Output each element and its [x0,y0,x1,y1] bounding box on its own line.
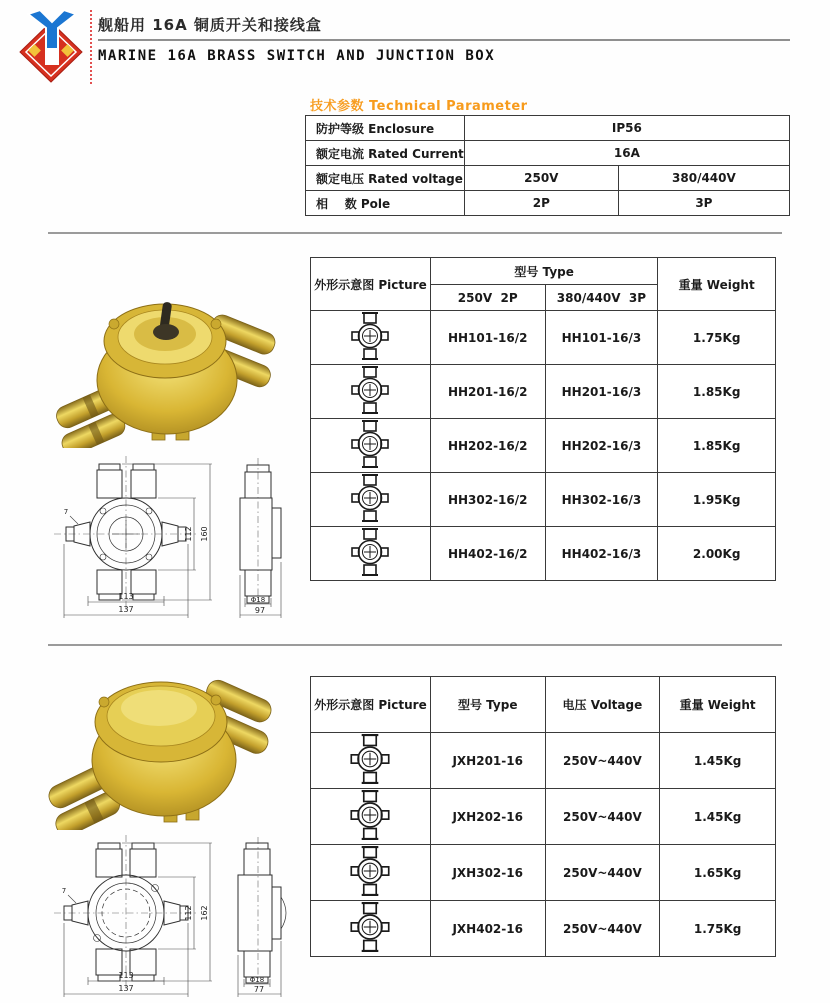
junction-box-diagram-icon [349,901,391,953]
model: JXH202-16 [430,789,545,845]
junction-box-diagram-icon [350,311,390,361]
product-photo-switch-box [52,268,280,448]
dim-label-depth: 77 [253,985,265,994]
col-header-weight: 重量 Weight [658,258,776,311]
dim-label-height-inner: 112 [184,526,193,542]
dim-label-width-inner: 113 [118,971,134,980]
model-3p: HH201-16/3 [545,365,658,419]
weight: 1.85Kg [658,419,776,473]
table-row [311,527,776,581]
model-3p: HH101-16/3 [545,311,658,365]
title-underline [98,39,790,41]
col-header-type: 型号 Type [430,258,657,285]
picture-cell [311,527,431,581]
col-header-type-3p: 380/440V 3P [545,285,658,311]
page-title-cn: 舰船用 16A 铜质开关和接线盒 [98,16,322,34]
col-header-weight: 重量 Weight [660,677,776,733]
weight: 1.45Kg [660,789,776,845]
param-value: IP56 [464,116,789,141]
voltage: 250V~440V [545,845,660,901]
section-divider [48,232,782,234]
junction-box-diagram-icon [349,845,391,897]
picture-cell [311,901,431,957]
dim-label-width-inner: 113 [118,592,134,601]
model-2p: HH201-16/2 [430,365,545,419]
weight: 1.95Kg [658,473,776,527]
picture-cell [311,419,431,473]
voltage: 250V~440V [545,789,660,845]
table-row [311,845,776,901]
weight: 1.75Kg [660,901,776,957]
param-label: 防护等级 Enclosure [306,116,465,141]
page-title-en: MARINE 16A BRASS SWITCH AND JUNCTION BOX [98,48,496,64]
param-label: 额定电流 Rated Current [306,141,465,166]
col-header-type-2p: 250V 2P [430,285,545,311]
jxh-models-table [310,676,776,957]
model-2p: HH402-16/2 [430,527,545,581]
product-photo-junction-box [46,650,278,830]
dim-label-depth: 97 [254,606,266,615]
junction-box-diagram-icon [349,733,391,785]
dim-label-height-outer: 162 [200,905,209,921]
weight: 1.45Kg [660,733,776,789]
tech-params-table [305,115,790,216]
hh-models-table [310,257,776,581]
table-header-row [311,677,776,733]
logo-graphic [16,8,86,84]
picture-cell [311,365,431,419]
dim-label-width-outer: 137 [118,984,134,993]
table-row [306,191,790,216]
junction-box-diagram-icon [350,527,390,577]
dim-label-note: 7 [61,887,67,895]
table-row [311,901,776,957]
dim-label-width-outer: 137 [118,605,134,614]
section-divider [48,644,782,646]
param-value: 250V [464,166,618,191]
dim-label-height-inner: 112 [184,905,193,921]
param-value: 380/440V [618,166,789,191]
voltage: 250V~440V [545,733,660,789]
model-3p: HH202-16/3 [545,419,658,473]
model-3p: HH302-16/3 [545,473,658,527]
picture-cell [311,733,431,789]
model: JXH402-16 [430,901,545,957]
dimension-drawing-switch-box [26,450,298,622]
table-row [306,116,790,141]
model: JXH201-16 [430,733,545,789]
tech-params-heading: 技术参数 Technical Parameter [310,99,528,114]
weight: 1.65Kg [660,845,776,901]
picture-cell [311,473,431,527]
model-2p: HH302-16/2 [430,473,545,527]
col-header-picture: 外形示意图 Picture [311,258,431,311]
model-2p: HH202-16/2 [430,419,545,473]
picture-cell [311,789,431,845]
table-row [311,789,776,845]
table-row [311,419,776,473]
model: JXH302-16 [430,845,545,901]
model-2p: HH101-16/2 [430,311,545,365]
model-3p: HH402-16/3 [545,527,658,581]
company-logo [16,8,86,84]
junction-box-diagram-icon [349,789,391,841]
table-row [311,473,776,527]
logo-divider [90,10,92,84]
col-header-picture: 外形示意图 Picture [311,677,431,733]
weight: 1.85Kg [658,365,776,419]
table-row [306,141,790,166]
junction-box-diagram-icon [350,473,390,523]
param-label: 相 数 Pole [306,191,465,216]
junction-box-diagram-icon [350,365,390,415]
table-header-row [311,258,776,285]
weight: 1.75Kg [658,311,776,365]
weight: 2.00Kg [658,527,776,581]
junction-box-diagram-icon [350,419,390,469]
dim-label-height-outer: 160 [200,526,209,542]
picture-cell [311,845,431,901]
dim-label-note: 7 [63,508,69,516]
param-label: 额定电压 Rated voltage [306,166,465,191]
param-value: 2P [464,191,618,216]
dim-label-gland-dia: Φ18 [250,596,266,604]
picture-cell [311,311,431,365]
col-header-voltage: 电压 Voltage [545,677,660,733]
table-row [306,166,790,191]
table-row [311,365,776,419]
table-row [311,311,776,365]
dimension-drawing-junction-box [26,831,298,999]
param-value: 16A [464,141,789,166]
voltage: 250V~440V [545,901,660,957]
dim-label-gland-dia: Φ18 [249,976,265,984]
table-row [311,733,776,789]
param-value: 3P [618,191,789,216]
col-header-type: 型号 Type [430,677,545,733]
